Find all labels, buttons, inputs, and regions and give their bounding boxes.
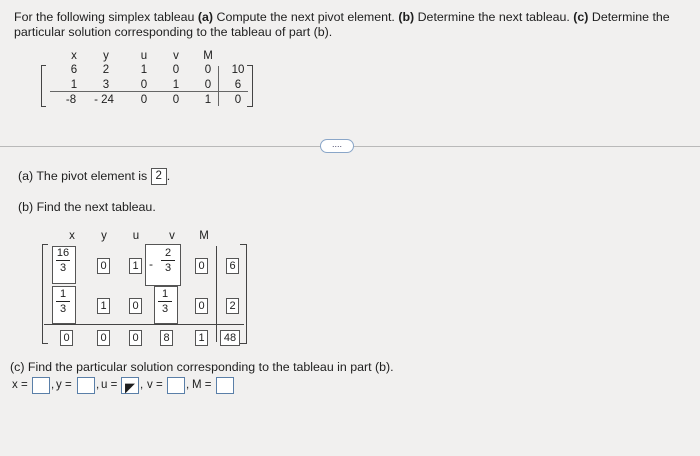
y-label: y = [56,379,72,391]
t2-header-u: u [132,230,140,242]
t2-r3-u[interactable]: 0 [129,330,142,346]
t2-header-M: M [199,230,209,242]
left-bracket-bottom [41,106,46,107]
denominator: 3 [59,262,67,274]
expand-more-button[interactable]: .... [320,139,354,153]
part-c-label: (c) Find the particular solution corresponding to the tableau in part (b). [10,360,394,374]
t1-cell: 0 [204,79,212,91]
t2-right-bracket [246,244,247,344]
left-bracket-top [41,65,46,66]
header-M: M [203,50,213,62]
t2-r3-v[interactable]: 8 [160,330,173,346]
sep: , [140,379,144,391]
denominator: 3 [161,303,169,315]
v-input[interactable] [167,377,185,394]
M-input[interactable] [216,377,234,394]
t2-header-v: v [169,230,175,242]
fraction-bar [161,260,175,261]
t2-r3-x[interactable]: 0 [60,330,73,346]
numerator: 1 [59,288,67,300]
t2-r2-M[interactable]: 0 [195,298,208,314]
header-v: v [173,50,179,62]
sep: , [186,379,190,391]
t2-r2-x-fraction [54,288,72,315]
left-bracket [41,65,42,107]
t2-r1-M[interactable]: 0 [195,258,208,274]
t2-r1-x-fraction [54,247,72,274]
t2-r2-y[interactable]: 1 [97,298,110,314]
header-y: y [103,50,109,62]
t1-cell: 10 [231,64,245,76]
part-a [18,168,170,185]
t1-cell: 0 [234,94,242,106]
denominator: 3 [59,303,67,315]
question-text: For the following simplex tableau (a) Compute the next pivot element. (b) Determine the next tableau. (c) Determine the particular solution corresponding to the tableau of part (b). [14,10,670,39]
t1-cell: 0 [204,64,212,76]
t1-cell: - 24 [94,94,114,106]
numerator: 1 [161,288,169,300]
numerator: 2 [164,247,172,259]
M-label: M = [192,379,212,391]
t1-cell: 3 [102,79,110,91]
fraction-bar [56,260,70,261]
t1-cell: 0 [172,94,180,106]
t1-cell: 6 [234,79,242,91]
t1-cell: 1 [172,79,180,91]
fraction-bar [56,301,70,302]
t2-right-bracket-top [240,244,246,245]
t2-r2-v-fraction [156,288,174,315]
v-label: v = [147,379,163,391]
u-label: u = [101,379,118,391]
t2-left-bracket [42,244,43,344]
t2-r2-u[interactable]: 0 [129,298,142,314]
solution-row [12,377,252,395]
t2-r1-y[interactable]: 0 [97,258,110,274]
t1-cell: -8 [65,94,77,106]
t2-right-bracket-bottom [240,343,246,344]
y-input[interactable] [77,377,95,394]
denominator: 3 [164,262,172,274]
x-label: x = [12,379,28,391]
rhs-separator [218,66,219,106]
t1-cell: 6 [70,64,78,76]
t2-header-x: x [69,230,75,242]
t2-r3-y[interactable]: 0 [97,330,110,346]
sep: , [51,379,55,391]
t2-r1-u[interactable]: 1 [129,258,142,274]
t1-cell: 1 [140,64,148,76]
fraction-bar [158,301,172,302]
right-bracket [252,65,253,107]
right-bracket-bottom [247,106,252,107]
x-input[interactable] [32,377,50,394]
t2-r1-rhs[interactable]: 6 [226,258,239,274]
t1-cell: 1 [204,94,212,106]
t1-cell: 2 [102,64,110,76]
t1-cell: 0 [140,94,148,106]
pivot-answer-box[interactable]: 2 [151,168,167,185]
minus-sign: - [149,257,153,271]
t2-left-bracket-bottom [42,343,48,344]
t1-cell: 0 [172,64,180,76]
t2-objective-separator [44,324,244,325]
part-b-label: (b) Find the next tableau. [18,200,156,214]
period: . [166,168,171,183]
t2-header-y: y [101,230,107,242]
t2-r1-v-fraction [159,247,177,274]
sep: , [96,379,100,391]
t2-r3-rhs[interactable]: 48 [220,330,240,346]
t2-rhs-separator [216,246,217,342]
t1-cell: 0 [140,79,148,91]
numerator: 16 [56,247,70,259]
header-u: u [140,50,148,62]
t2-r2-rhs[interactable]: 2 [226,298,239,314]
part-a-label: (a) The pivot element is [18,168,148,183]
t2-left-bracket-top [42,244,48,245]
mouse-cursor-icon: ◤ [125,380,135,395]
t1-cell: 1 [70,79,78,91]
t2-r3-M[interactable]: 1 [195,330,208,346]
header-x: x [71,50,77,62]
